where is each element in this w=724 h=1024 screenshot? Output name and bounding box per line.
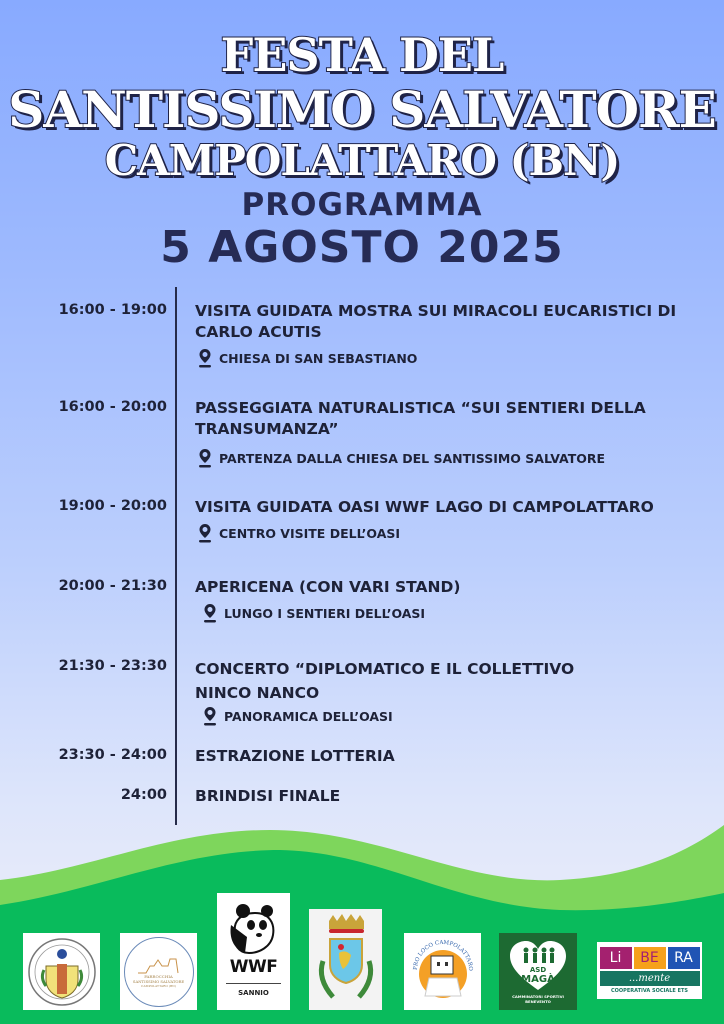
panda-icon — [229, 903, 279, 955]
wwf-sannio-logo — [217, 893, 290, 1010]
libera-be: BE — [634, 947, 666, 969]
parrocchia-line3: CAMPOLATTARO (BN) — [141, 983, 176, 988]
title-campolattaro: CAMPOLATTARO (BN) — [104, 136, 620, 185]
libera-mente-logo — [597, 942, 702, 999]
location-label: PANORAMICA DELL’OASI — [224, 708, 393, 724]
parrocchia-line2: SANTISSIMO SALVATORE — [132, 978, 185, 984]
pro-loco-emblem-icon — [407, 936, 479, 1008]
libera-coop-text: COOPERATIVA SOCIALE ETS — [610, 988, 688, 994]
wwf-divider — [226, 983, 281, 984]
event-date: 5 AGOSTO 2025 — [160, 222, 564, 273]
schedule-time: 24:00 — [120, 787, 167, 803]
asd-maga-logo — [499, 933, 577, 1010]
programma-heading: PROGRAMMA — [241, 187, 483, 223]
seal-icon — [26, 936, 98, 1008]
asd-tagline: CAMMINATORI SPORTIVI — [512, 993, 564, 999]
asd-city: BENEVENTO — [525, 998, 551, 1004]
coat-of-arms-icon — [311, 911, 381, 1009]
parrocchia-line1: PARROCCHIA — [144, 973, 173, 979]
church-outline-icon — [136, 956, 182, 974]
asd-label: ASD — [529, 965, 547, 974]
title-santissimo-salvatore: SANTISSIMO SALVATORE — [8, 80, 716, 139]
schedule-event: PASSEGGIATA NATURALISTICA “SUI SENTIERI DELLA TRANSUMANZA” — [195, 399, 646, 438]
schedule-event: VISITA GUIDATA MOSTRA SUI MIRACOLI EUCARISTICI DI CARLO ACUTIS — [195, 302, 677, 341]
schedule-event: APERICENA (CON VARI STAND) — [195, 578, 461, 596]
comune-coat-of-arms-logo — [309, 909, 382, 1010]
schedule-time: 20:00 - 21:30 — [58, 578, 167, 594]
wwf-wordmark: WWF — [229, 957, 278, 977]
heart-walkers-icon — [508, 940, 568, 992]
location-label: LUNGO I SENTIERI DELL’OASI — [224, 605, 426, 621]
parrocchia-santissimo-salvatore-logo — [120, 933, 197, 1010]
title-festa-del: FESTA DEL — [220, 28, 504, 82]
schedule-event: ESTRAZIONE LOTTERIA — [195, 747, 395, 765]
maga-label: MAGÀ — [521, 973, 555, 985]
pro-loco-campolattaro-logo — [404, 933, 481, 1010]
comune-campolattaro-seal-logo — [23, 933, 100, 1010]
schedule-event: CONCERTO “DIPLOMATICO E IL COLLETTIVO NINCO NANCO — [195, 660, 575, 702]
schedule-event: VISITA GUIDATA OASI WWF LAGO DI CAMPOLATTARO — [195, 498, 654, 516]
location-label: CENTRO VISITE DELL’OASI — [219, 525, 401, 541]
libera-li: Li — [600, 947, 632, 969]
location-label: CHIESA DI SAN SEBASTIANO — [219, 350, 418, 366]
schedule-time: 16:00 - 20:00 — [58, 399, 167, 415]
location-label: PARTENZA DALLA CHIESA DEL SANTISSIMO SALVATORE — [219, 450, 606, 466]
schedule-time: 19:00 - 20:00 — [58, 498, 167, 514]
schedule-time: 23:30 - 24:00 — [58, 747, 167, 763]
pro-loco-text: PRO LOCO CAMPOLATTARO — [412, 939, 473, 971]
wwf-sannio-label: SANNIO — [238, 989, 269, 997]
schedule-time: 21:30 - 23:30 — [58, 658, 167, 674]
schedule-time: 16:00 - 19:00 — [58, 302, 167, 318]
schedule-event: BRINDISI FINALE — [195, 787, 341, 805]
libera-ra: RA — [668, 947, 700, 969]
libera-mente-text: ...mente — [600, 971, 700, 986]
